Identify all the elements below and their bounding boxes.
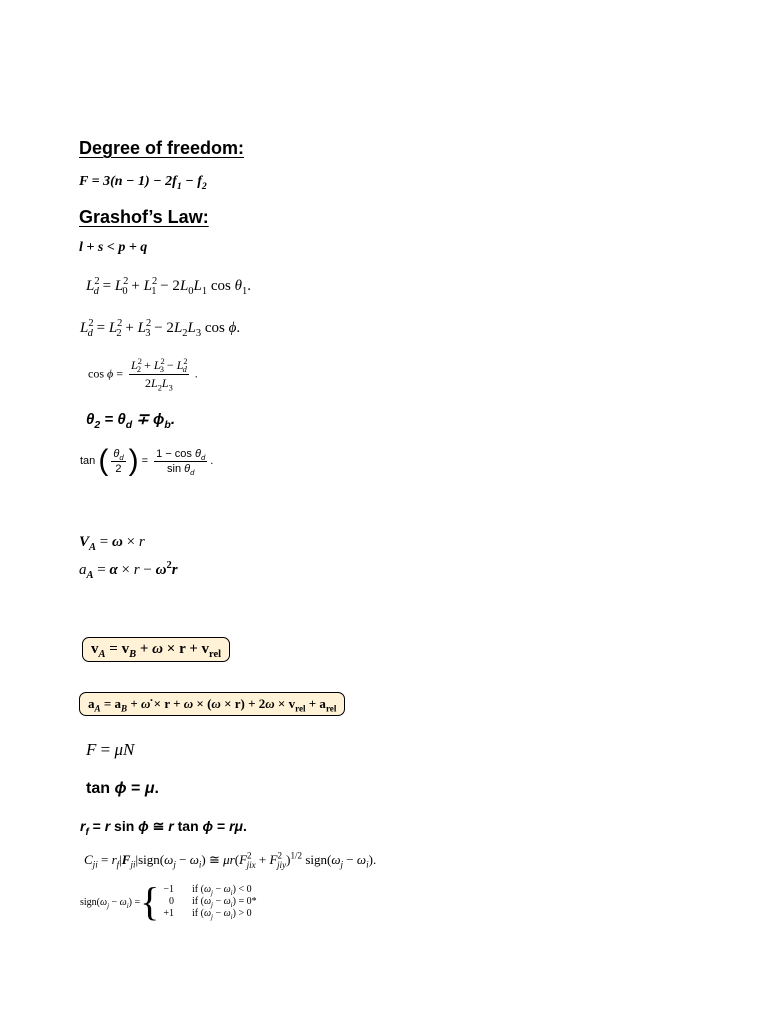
equation-friction-couple: $C_{ji}$ = $r_f|F_{ji}|sign(\omega_j - \omega_i)$ ≅ $\mu r(F^2_{jix} + F^2_{jiy})^{1/2}$ $sign(\omega_j - \omega_i)$. [84, 850, 377, 870]
equation-friction-circle-radius: $r_f = r$ sin ϕ ≅ r tan ϕ = rμ. [80, 818, 247, 838]
heading-degree-of-freedom: Degree of freedom: [79, 138, 245, 158]
heading-grashofs-law: Grashof’s Law: [79, 207, 209, 227]
equation-grashof-inequality: l + s < p + q [79, 240, 148, 255]
equation-tan-phi-mu: tan ϕ = μ. [86, 780, 159, 797]
sign-function-label: $sign(\omega_j - \omega_i)$ = [80, 896, 141, 910]
equation-sign-function-definition [80, 879, 261, 924]
boxed-relative-velocity-equation: $v_A = v_B + \omega \times r + v_{rel}$ [82, 637, 230, 662]
equation-degree-of-freedom: $F = 3(n - 1) - 2f_1 - f_2$ [79, 174, 207, 192]
boxed-relative-acceleration-equation: $a_A = a_B$ + ω̇ × $r + \omega \times (\omega \times r) + 2\omega \times v_{rel} + a_{rel}$ [79, 692, 345, 716]
sign-case-row [159, 908, 260, 920]
equation-theta2: $\theta_2 = \theta_d \mp \phi_b$. [86, 411, 175, 431]
equation-tan-half-angle: tan ( $\frac{\theta_d}{2}$ ) = $\frac{1 - \cos \theta_d}{\sin \theta_d}$ . [80, 444, 214, 477]
sign-case-row [159, 896, 260, 908]
equation-cos-phi: cos ϕ = $\frac{L^2_2 + L^2_3 - L^2_d}{2L_2L_3}$ . [88, 357, 198, 393]
equation-ld-squared-1: $L^2_d = L^2_0 + L^2_1 - 2L_0L_1$ $\cos \theta_1$. [86, 276, 251, 297]
sign-case-value: −1 [163, 884, 174, 895]
sign-case-condition: if $(\omega_j - \omega_i) < 0$ [192, 884, 252, 897]
equation-velocity-a: $V_A = \omega \times r$ [79, 534, 145, 553]
sign-case-condition: if $(\omega_j - \omega_i) = 0*$ [192, 896, 257, 909]
sign-case-value: +1 [163, 908, 174, 919]
equation-acceleration-a: $a_A = \alpha \times r - \omega^2r$ [79, 560, 178, 581]
equation-ld-squared-2: $L^2_d = L^2_2 + L^2_3 - 2L_2L_3$ cos ϕ. [80, 318, 241, 339]
sign-cases-table [159, 884, 260, 920]
equation-friction-force: F = μN [86, 740, 135, 759]
left-brace-icon: { [140, 879, 160, 924]
sign-case-condition: if $(\omega_j - \omega_i) > 0$ [192, 908, 252, 921]
sign-case-row [159, 884, 260, 896]
sign-case-value: 0 [169, 896, 174, 907]
